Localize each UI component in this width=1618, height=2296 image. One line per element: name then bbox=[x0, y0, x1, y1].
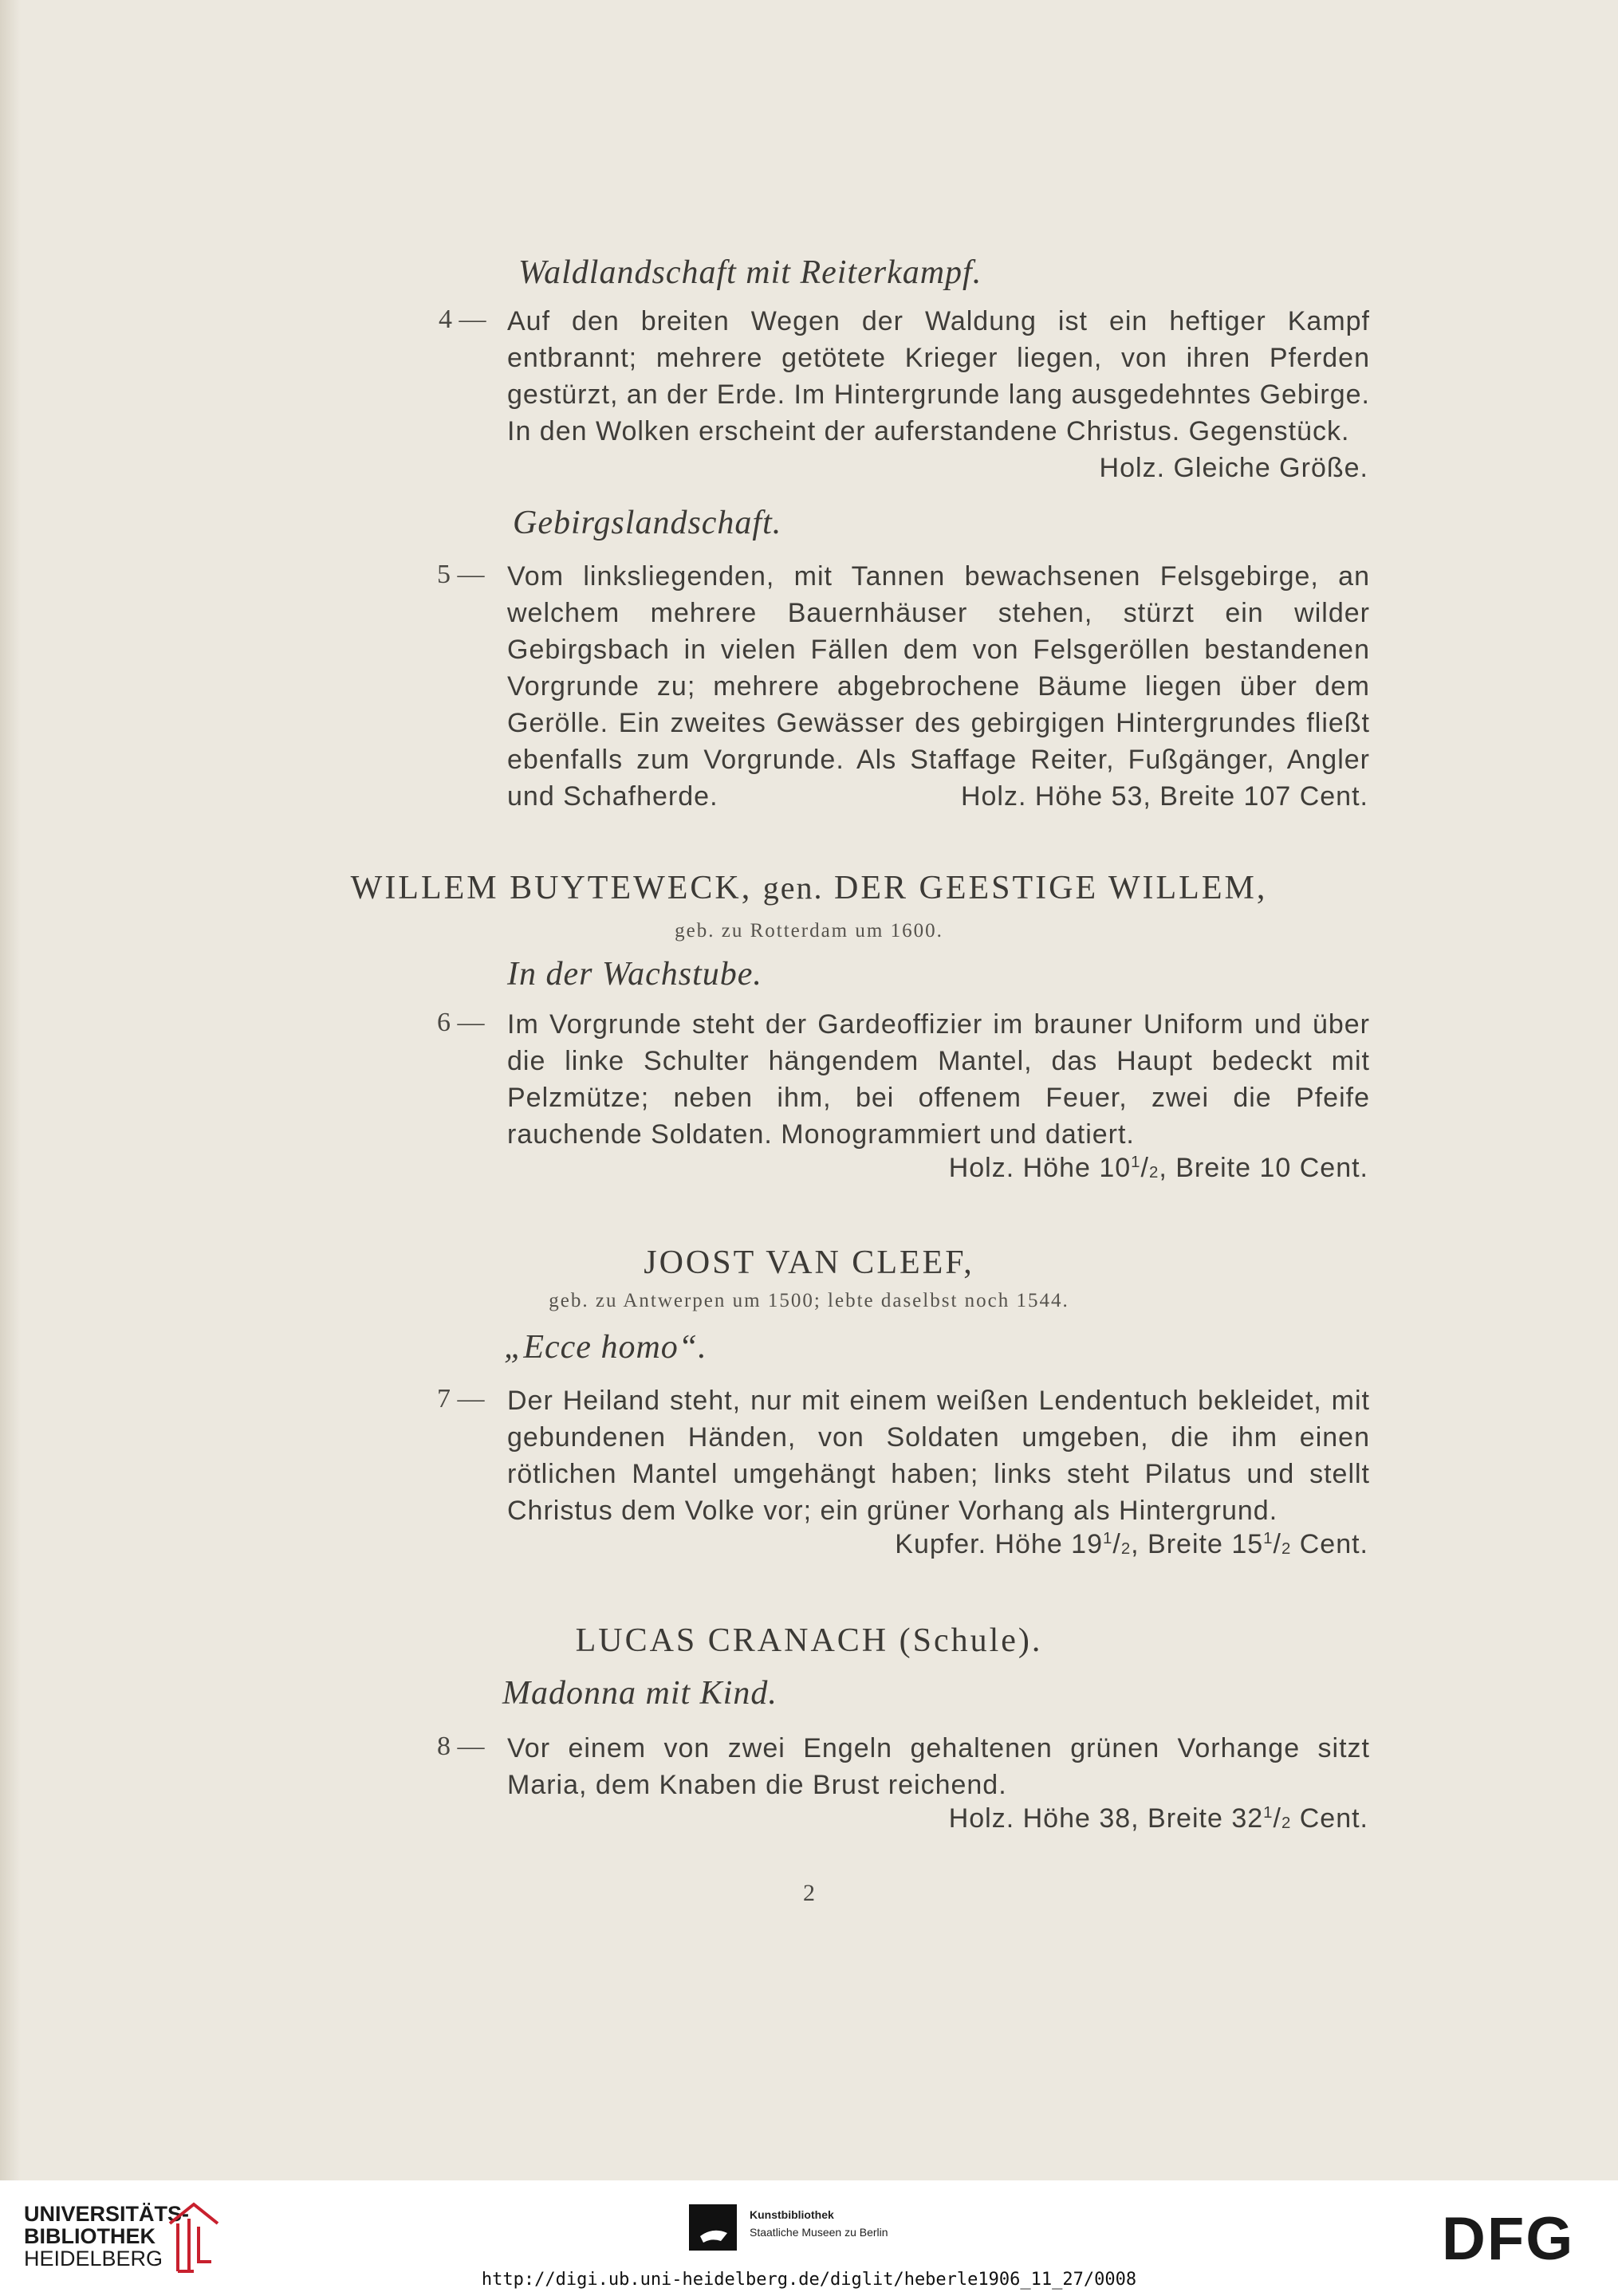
ub-line-3: HEIDELBERG bbox=[24, 2247, 163, 2270]
dfg-logo: DFG bbox=[1442, 2205, 1575, 2273]
artist-name: WILLEM BUYTEWECK, bbox=[350, 870, 753, 906]
artist-info-buyteweck: geb. zu Rotterdam um 1600. bbox=[675, 920, 943, 942]
meta-text: Cent. bbox=[1291, 1529, 1368, 1559]
artist-name: LUCAS CRANACH (Schule). bbox=[575, 1622, 1043, 1659]
entry-text-8: Vor einem von zwei Engeln gehaltenen grünen Vorhange sitzt Maria, dem Knaben die Brust reichend. bbox=[507, 1733, 1370, 1800]
entry-text-4: Auf den breiten Wegen der Waldung ist ein heftiger Kampf entbrannt; mehrere getötete Krieger liegen, von ihren Pferden gestürzt, an der Erde. Im Hintergrunde lang ausgedehntes Gebirge. In den Wolken erscheint der auferstandene Christus. Gegenstück. bbox=[507, 306, 1370, 446]
artist-info-cleef: geb. zu Antwerpen um 1500; lebte daselbst noch 1544. bbox=[549, 1290, 1069, 1311]
page-number: 2 bbox=[803, 1880, 815, 1906]
artist-gen: gen. bbox=[762, 870, 824, 906]
meta-text: Holz. Höhe 10 bbox=[948, 1153, 1132, 1183]
fraction-numerator: 1 bbox=[1103, 1529, 1113, 1547]
artist-alias: DER GEESTIGE WILLEM, bbox=[834, 870, 1268, 906]
entry-title-4: Waldlandschaft mit Reiterkampf. bbox=[518, 254, 982, 291]
meta-text: , Breite 10 Cent. bbox=[1159, 1153, 1368, 1183]
ub-heidelberg-logo-icon bbox=[162, 2200, 226, 2276]
artist-heading-cleef bbox=[0, 1244, 1618, 1282]
fraction-numerator: 1 bbox=[1263, 1529, 1274, 1547]
entry-text-7: Der Heiland steht, nur mit einem weißen Lendentuch bekleidet, mit gebundenen Händen, von Soldaten umgeben, die ihm einen rötlichen Mantel umgehängt haben; links steht Pilatus und stellt Christus dem Volke vor; ein grüner Vorhang als Hintergrund. bbox=[507, 1386, 1370, 1526]
fraction-numerator: 1 bbox=[1131, 1153, 1141, 1171]
entry-number-4: 4 — bbox=[439, 305, 486, 334]
entry-number-6: 6 — bbox=[437, 1008, 485, 1037]
entry-title-6: In der Wachstube. bbox=[507, 956, 762, 993]
entry-meta-7: Kupfer. Höhe $19^1/_2$, Breite $15^1/_2$ Cent. bbox=[895, 1529, 1368, 1559]
fraction-denominator: 2 bbox=[1148, 1164, 1159, 1182]
artist-name: JOOST VAN CLEEF, bbox=[644, 1244, 974, 1281]
meta-text: Holz. Höhe 38, Breite 32 bbox=[948, 1803, 1264, 1834]
meta-text: Kupfer. Höhe 19 bbox=[895, 1529, 1104, 1559]
page-edge-shadow bbox=[0, 0, 21, 2180]
entry-meta-5: Holz. Höhe 53, Breite 107 Cent. bbox=[960, 781, 1368, 812]
entry-number-8: 8 — bbox=[437, 1732, 485, 1761]
kb-line-1: Kunstbibliothek bbox=[750, 2208, 834, 2221]
meta-text: Cent. bbox=[1291, 1803, 1368, 1834]
fraction-denominator: 2 bbox=[1120, 1540, 1132, 1559]
artist-heading-cranach bbox=[0, 1622, 1618, 1660]
entry-title-5: Gebirgslandschaft. bbox=[513, 505, 782, 541]
entry-meta-4: Holz. Gleiche Größe. bbox=[1099, 453, 1368, 483]
fraction-numerator: 1 bbox=[1263, 1803, 1274, 1822]
kunstbibliothek-logo-icon bbox=[689, 2204, 737, 2251]
kb-line-2: Staatliche Museen zu Berlin bbox=[750, 2226, 888, 2239]
entry-meta-6: Holz. Höhe $10^1/_2$, Breite 10 Cent. bbox=[948, 1153, 1368, 1183]
fraction-denominator: 2 bbox=[1281, 1814, 1292, 1833]
source-url-link[interactable]: http://digi.ub.uni-heidelberg.de/diglit/heberle1906_11_27/0008 bbox=[481, 2270, 1137, 2290]
digitization-footer bbox=[0, 2180, 1618, 2296]
kunstbibliothek-label bbox=[750, 2206, 888, 2241]
fraction-denominator: 2 bbox=[1281, 1540, 1292, 1559]
ub-line-2: BIBLIOTHEK bbox=[24, 2224, 156, 2248]
entry-number-7: 7 — bbox=[437, 1384, 485, 1413]
meta-text: , Breite 15 bbox=[1131, 1529, 1264, 1559]
artist-heading-buyteweck bbox=[0, 869, 1618, 907]
entry-title-8: Madonna mit Kind. bbox=[502, 1675, 778, 1712]
entry-number-5: 5 — bbox=[437, 560, 485, 589]
entry-title-7: „Ecce homo“. bbox=[504, 1329, 707, 1366]
entry-text-6: Im Vorgrunde steht der Gardeoffizier im brauner Uniform und über die linke Schulter hängendem Mantel, das Haupt bedeckt mit Pelzmütze; neben ihm, bei offenem Feuer, zwei die Pfeife rauchende Soldaten. Monogrammiert und datiert. bbox=[507, 1009, 1370, 1150]
entry-meta-8: Holz. Höhe 38, Breite $32^1/_2$ Cent. bbox=[948, 1803, 1368, 1834]
ub-line-1: UNIVERSITÄTS- bbox=[24, 2202, 190, 2226]
entry-text-5: Vom linksliegenden, mit Tannen bewachsenen Felsgebirge, an welchem mehrere Bauernhäuser stehen, stürzt ein wilder Gebirgsbach in vielen Fällen dem von Felsgeröllen bestandenen Vorgrunde zu; mehrere abgebrochene Bäume liegen über dem Gerölle. Ein zweites Gewässer des gebirgigen Hintergrundes fließt ebenfalls zum Vorgrunde. Als Staffage Reiter, Fußgänger, Angler und Schafherde. bbox=[507, 561, 1370, 812]
